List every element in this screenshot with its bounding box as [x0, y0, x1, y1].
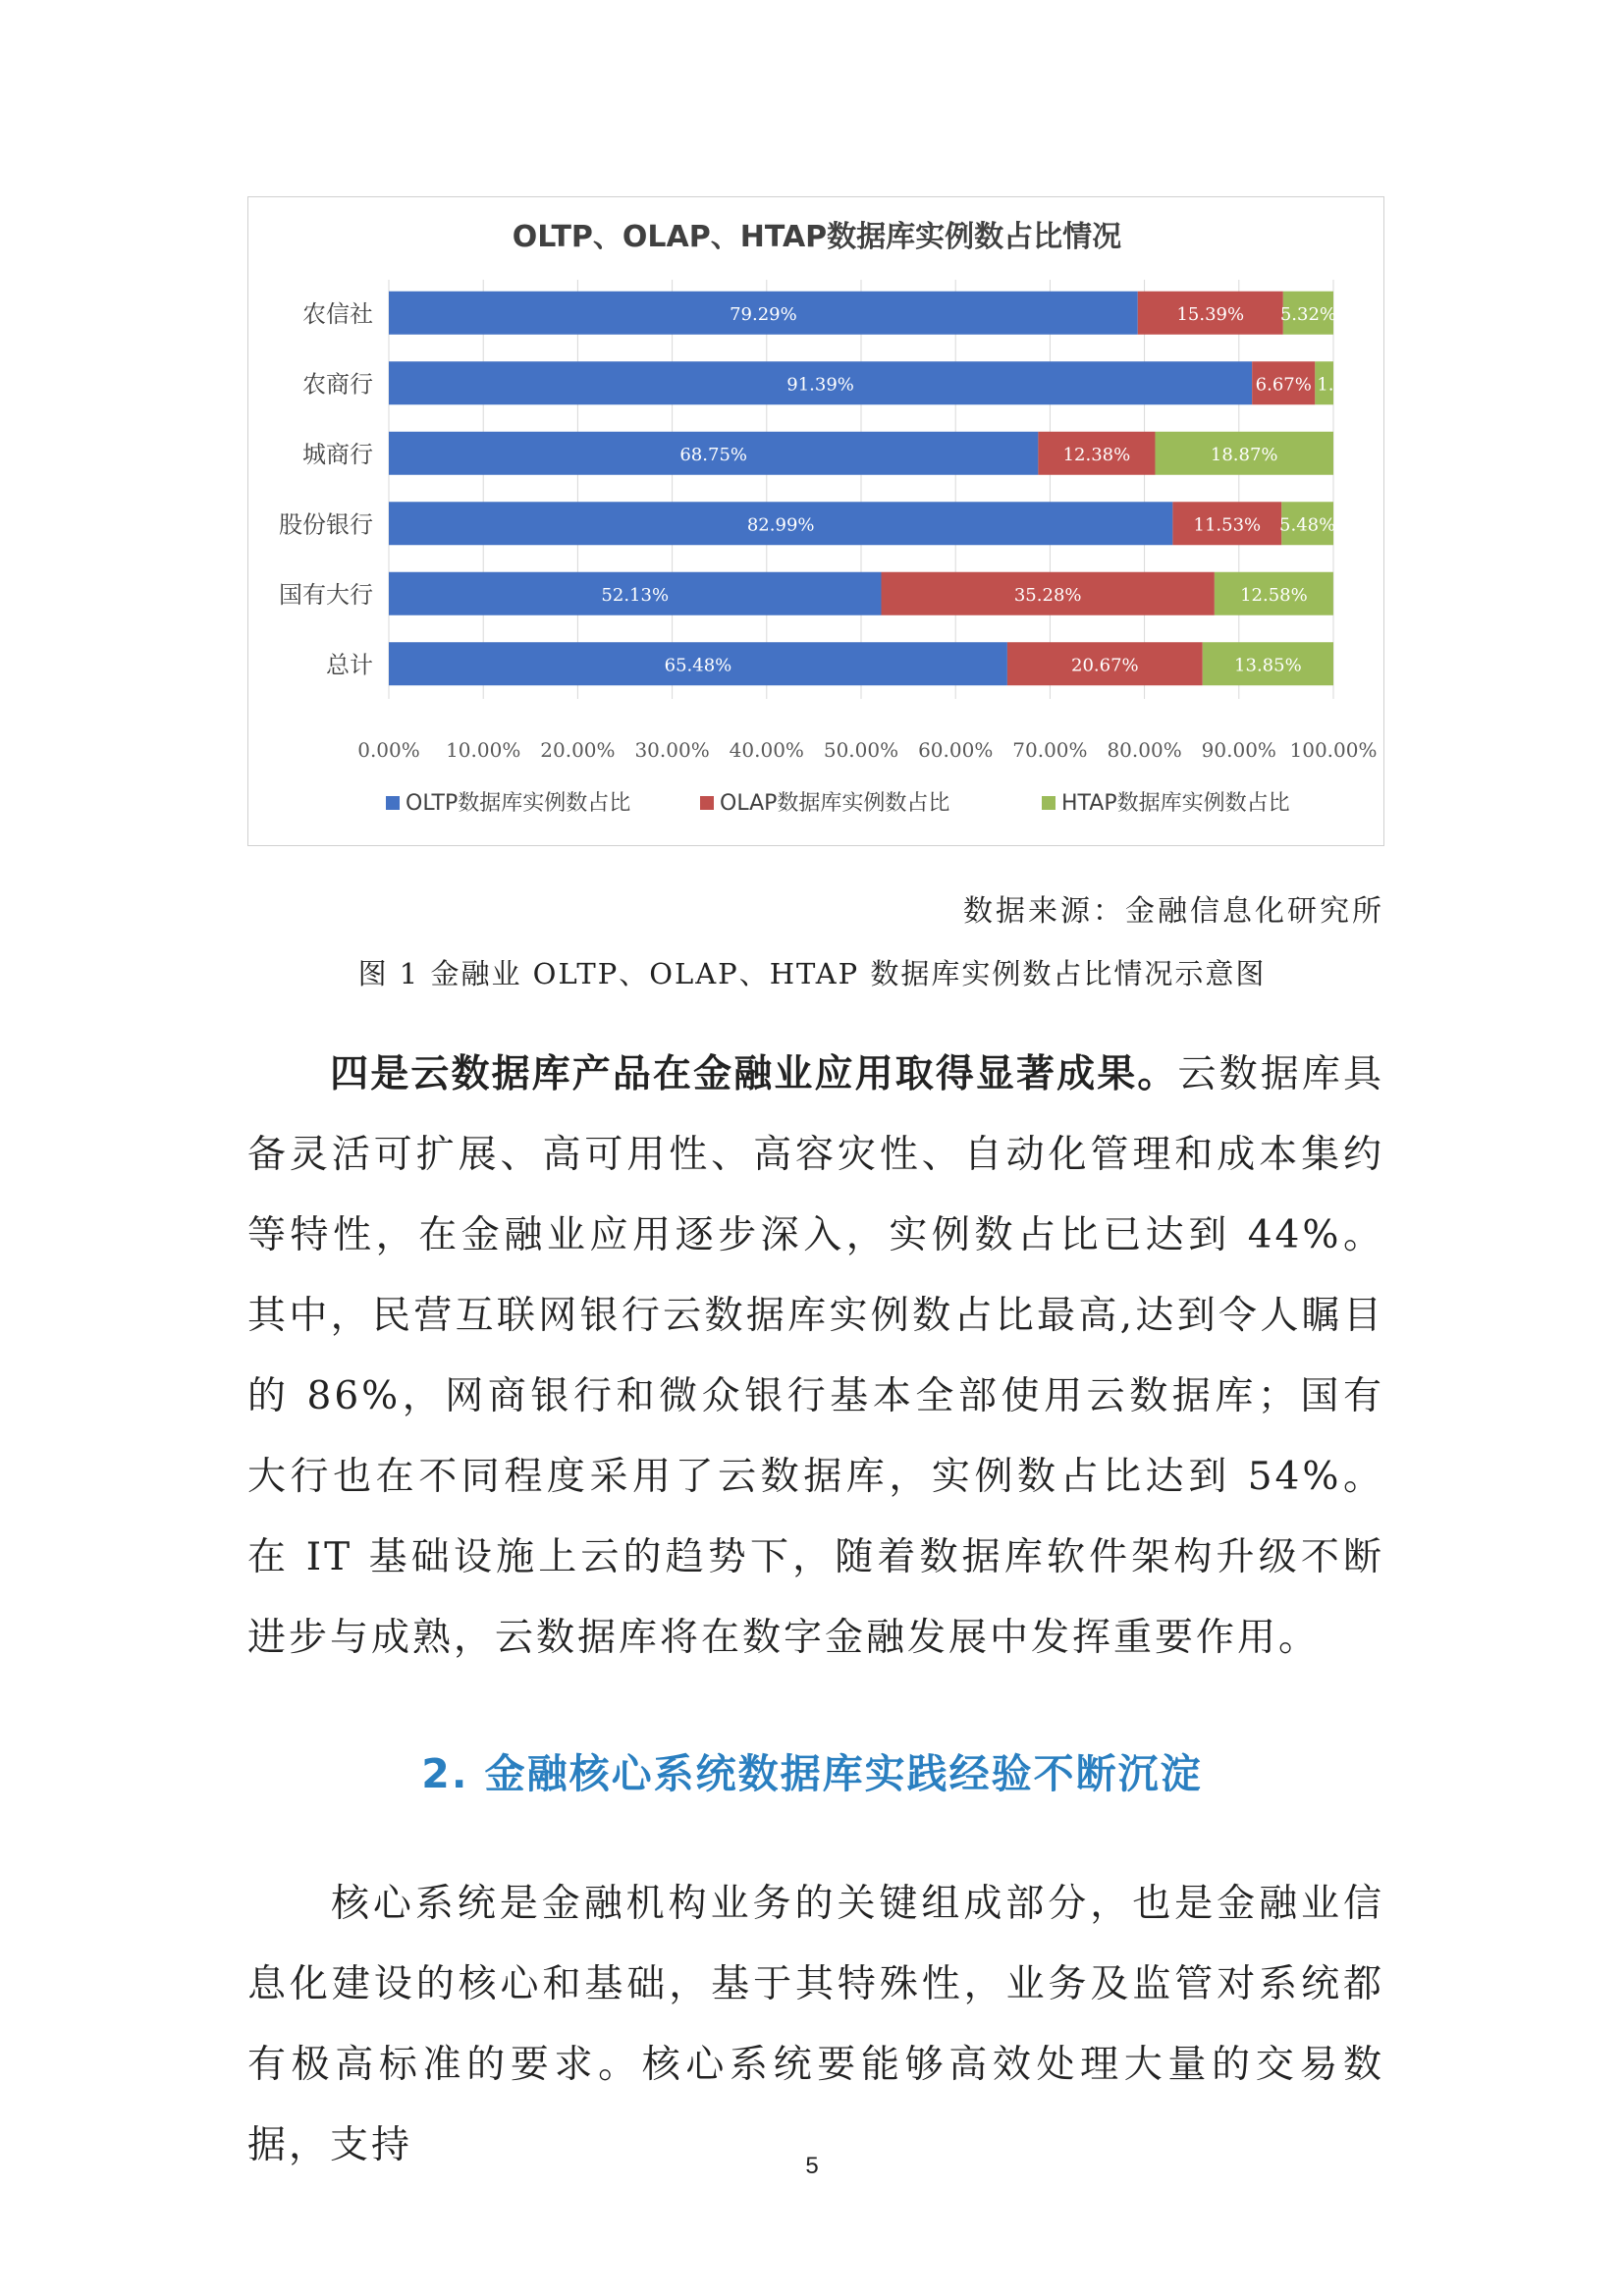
chart-title: OLTP、OLAP、HTAP数据库实例数占比情况 — [512, 220, 1122, 254]
category-label: 农信社 — [302, 299, 373, 328]
data-label: 65.48% — [664, 655, 732, 676]
category-label: 总计 — [326, 651, 373, 679]
figure-source: 数据来源：金融信息化研究所 — [963, 894, 1384, 929]
stacked-bar-chart — [247, 196, 1384, 846]
figure-caption: 图 1 金融业 OLTP、OLAP、HTAP 数据库实例数占比情况示意图 — [357, 957, 1267, 990]
x-tick-label: 0.00% — [357, 738, 420, 762]
data-label: 79.29% — [730, 303, 797, 325]
data-label: 12.38% — [1062, 444, 1131, 465]
data-label: 12.58% — [1240, 584, 1308, 606]
x-tick-label: 100.00% — [1289, 738, 1378, 762]
x-tick-label: 40.00% — [729, 738, 804, 762]
x-tick-label: 30.00% — [634, 738, 710, 762]
legend-swatch — [700, 796, 714, 810]
x-tick-label: 50.00% — [823, 738, 899, 762]
legend-label: OLAP数据库实例数占比 — [720, 791, 950, 816]
paragraph-body: 核心系统是金融机构业务的关键组成部分，也是金融业信息化建设的核心和基础，基于其特殊性，业务及监管对系统都有极高标准的要求。核心系统要能够高效处理大量的交易数据，支持 — [247, 1882, 1384, 2167]
paragraph-body: 云数据库具备灵活可扩展、高可用性、高容灾性、自动化管理和成本集约等特性，在金融业应用逐步深入，实例数占比已达到 44%。其中，民营互联网银行云数据库实例数占比最高,达到令人瞩目的 86%，网商银行和微众银行基本全部使用云数据库；国有大行也在不同程度采用了云数据库，实例数占比达到 54%。在 IT 基础设施上云的趋势下，随着数据库软件架构升级不断进步与成熟，云数据库将在数字金融发展中发挥重要作用。 — [247, 1052, 1384, 1660]
data-label: 1.94% — [1317, 374, 1374, 396]
data-label: 35.28% — [1013, 584, 1082, 606]
x-tick-label: 60.00% — [918, 738, 994, 762]
data-label: 5.32% — [1279, 303, 1337, 325]
chart-svg — [248, 197, 1385, 847]
x-tick-label: 10.00% — [446, 738, 521, 762]
data-label: 13.85% — [1234, 655, 1302, 676]
x-tick-label: 90.00% — [1201, 738, 1276, 762]
section-heading: 2. 金融核心系统数据库实践经验不断沉淀 — [421, 1750, 1203, 1797]
x-tick-label: 80.00% — [1107, 738, 1182, 762]
paragraph-lead: 四是云数据库产品在金融业应用取得显著成果。 — [330, 1052, 1178, 1096]
paragraph-core-system — [247, 1864, 1384, 2186]
x-tick-label: 20.00% — [540, 738, 616, 762]
legend-swatch — [1042, 796, 1056, 810]
category-label: 农商行 — [302, 370, 373, 399]
category-label: 国有大行 — [279, 580, 373, 609]
data-label: 18.87% — [1210, 444, 1278, 465]
data-label: 6.67% — [1255, 374, 1312, 396]
legend-swatch — [386, 796, 400, 810]
page-number: 5 — [805, 2153, 819, 2179]
data-label: 82.99% — [746, 514, 815, 536]
data-label: 15.39% — [1176, 303, 1245, 325]
data-label: 11.53% — [1193, 514, 1262, 536]
data-label: 5.48% — [1279, 514, 1336, 536]
legend-label: HTAP数据库实例数占比 — [1061, 791, 1290, 816]
data-label: 91.39% — [786, 374, 854, 396]
category-label: 股份银行 — [279, 510, 373, 539]
data-label: 20.67% — [1071, 655, 1139, 676]
category-label: 城商行 — [302, 440, 373, 468]
data-label: 52.13% — [601, 584, 670, 606]
legend-label: OLTP数据库实例数占比 — [406, 791, 631, 816]
paragraph-cloud-database — [247, 1035, 1384, 1679]
x-tick-label: 70.00% — [1012, 738, 1088, 762]
data-label: 68.75% — [679, 444, 748, 465]
